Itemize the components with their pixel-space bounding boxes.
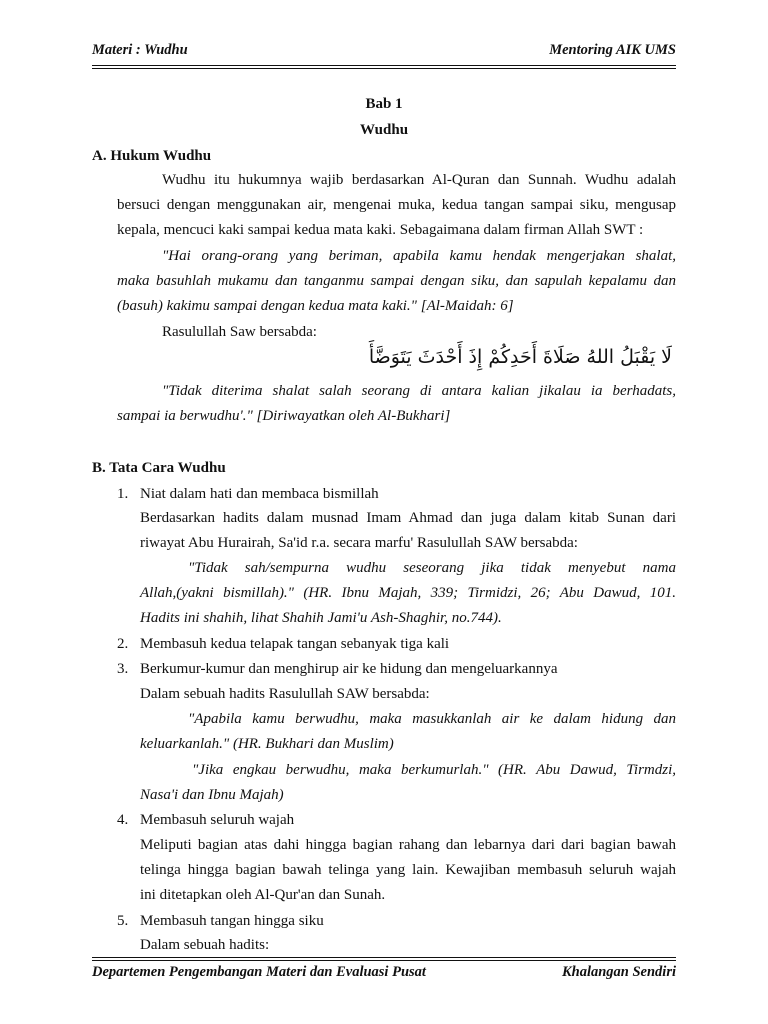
footer-rule-2 [92, 960, 676, 961]
footer-rule [92, 957, 676, 958]
section-a-heading: A. Hukum Wudhu [92, 148, 212, 164]
list-item-title: Berkumur-kumur dan menghirup air ke hidung dan mengeluarkannya [140, 661, 558, 677]
paragraph-line: telinga hingga bagian bawah telinga yang lain. Kewajiban membasuh seluruh wajah [140, 862, 676, 878]
header-rule-2 [92, 68, 676, 69]
quote-line: Hadits ini shahih, lihat Shahih Jami'u Ash-Shaghir, no.744). [140, 610, 502, 626]
paragraph-line: riwayat Abu Hurairah, Sa'id r.a. secara marfu' Rasulullah SAW bersabda: [140, 535, 578, 551]
list-number: 5. [117, 913, 129, 929]
quote-line: "Tidak diterima shalat salah seorang di antara kalian jikalau ia berhadats, [162, 383, 676, 399]
quote-line: maka basuhlah mukamu dan tanganmu sampai dengan siku, dan sapulah kepalamu dan [117, 273, 676, 289]
paragraph-line: Dalam sebuah hadits Rasulullah SAW bersabda: [140, 686, 430, 702]
header-left: Materi : Wudhu [92, 42, 188, 58]
list-item-title: Membasuh tangan hingga siku [140, 913, 324, 929]
quote-line: "Apabila kamu berwudhu, maka masukkanlah air ke dalam hidung dan [188, 711, 676, 727]
footer-right: Khalangan Sendiri [561, 964, 676, 980]
quote-line: Nasa'i dan Ibnu Majah) [140, 787, 284, 803]
quote-line: "Tidak sah/sempurna wudhu seseorang jika tidak menyebut nama [188, 560, 676, 576]
footer-left: Departemen Pengembangan Materi dan Evaluasi Pusat [92, 964, 426, 980]
page-header [92, 42, 676, 64]
header-rule [92, 65, 676, 66]
paragraph-line: Dalam sebuah hadits: [140, 937, 270, 953]
quote-line: (basuh) kakimu sampai dengan kedua mata kaki." [Al-Maidah: 6] [117, 298, 514, 314]
quote-line: "Hai orang-orang yang beriman, apabila kamu hendak mengerjakan shalat, [162, 248, 676, 264]
chapter-title: Wudhu [359, 122, 409, 138]
quote-line: sampai ia berwudhu'." [Diriwayatkan oleh Al-Bukhari] [117, 408, 451, 424]
paragraph-line: bersuci dengan menggunakan air, mengenai muka, kedua tangan sampai siku, mengusap [117, 197, 676, 213]
rasul-line: Rasulullah Saw bersabda: [162, 324, 317, 340]
chapter-number: Bab 1 [365, 96, 403, 112]
page-footer [92, 964, 676, 986]
list-item-title: Niat dalam hati dan membaca bismillah [140, 486, 379, 502]
list-item-title: Membasuh seluruh wajah [140, 812, 295, 828]
paragraph-line: Berdasarkan hadits dalam musnad Imam Ahmad dan juga dalam kitab Sunan dari [140, 510, 676, 526]
quote-line: "Jika engkau berwudhu, maka berkumurlah." (HR. Abu Dawud, Tirmdzi, [192, 762, 676, 778]
quote-line: Allah,(yakni bismillah)." (HR. Ibnu Majah, 339; Tirmidzi, 26; Abu Dawud, 101. [140, 585, 676, 601]
paragraph-line: ini ditetapkan oleh Al-Qur'an dan Sunah. [140, 887, 386, 903]
arabic-hadith: لَا يَقْبَلُ اللهُ صَلَاةَ أَحَدِكُمْ إِذَ أَحْدَثَ يَتَوَضَّأَ [368, 346, 672, 368]
list-number: 1. [117, 486, 129, 502]
list-item-title: Membasuh kedua telapak tangan sebanyak tiga kali [140, 636, 450, 652]
paragraph-line: Wudhu itu hukumnya wajib berdasarkan Al-Quran dan Sunnah. Wudhu adalah [162, 172, 676, 188]
paragraph-line: kepala, mencuci kaki sampai kedua mata kaki. Sebagaimana dalam firman Allah SWT : [117, 222, 644, 238]
header-right: Mentoring AIK UMS [549, 42, 676, 58]
list-number: 3. [117, 661, 129, 677]
section-b-heading: B. Tata Cara Wudhu [92, 460, 226, 476]
list-number: 4. [117, 812, 129, 828]
paragraph-line: Meliputi bagian atas dahi hingga bagian rahang dan lebarnya dari dari bagian bawah [140, 837, 676, 853]
list-number: 2. [117, 636, 129, 652]
quote-line: keluarkanlah." (HR. Bukhari dan Muslim) [140, 736, 394, 752]
